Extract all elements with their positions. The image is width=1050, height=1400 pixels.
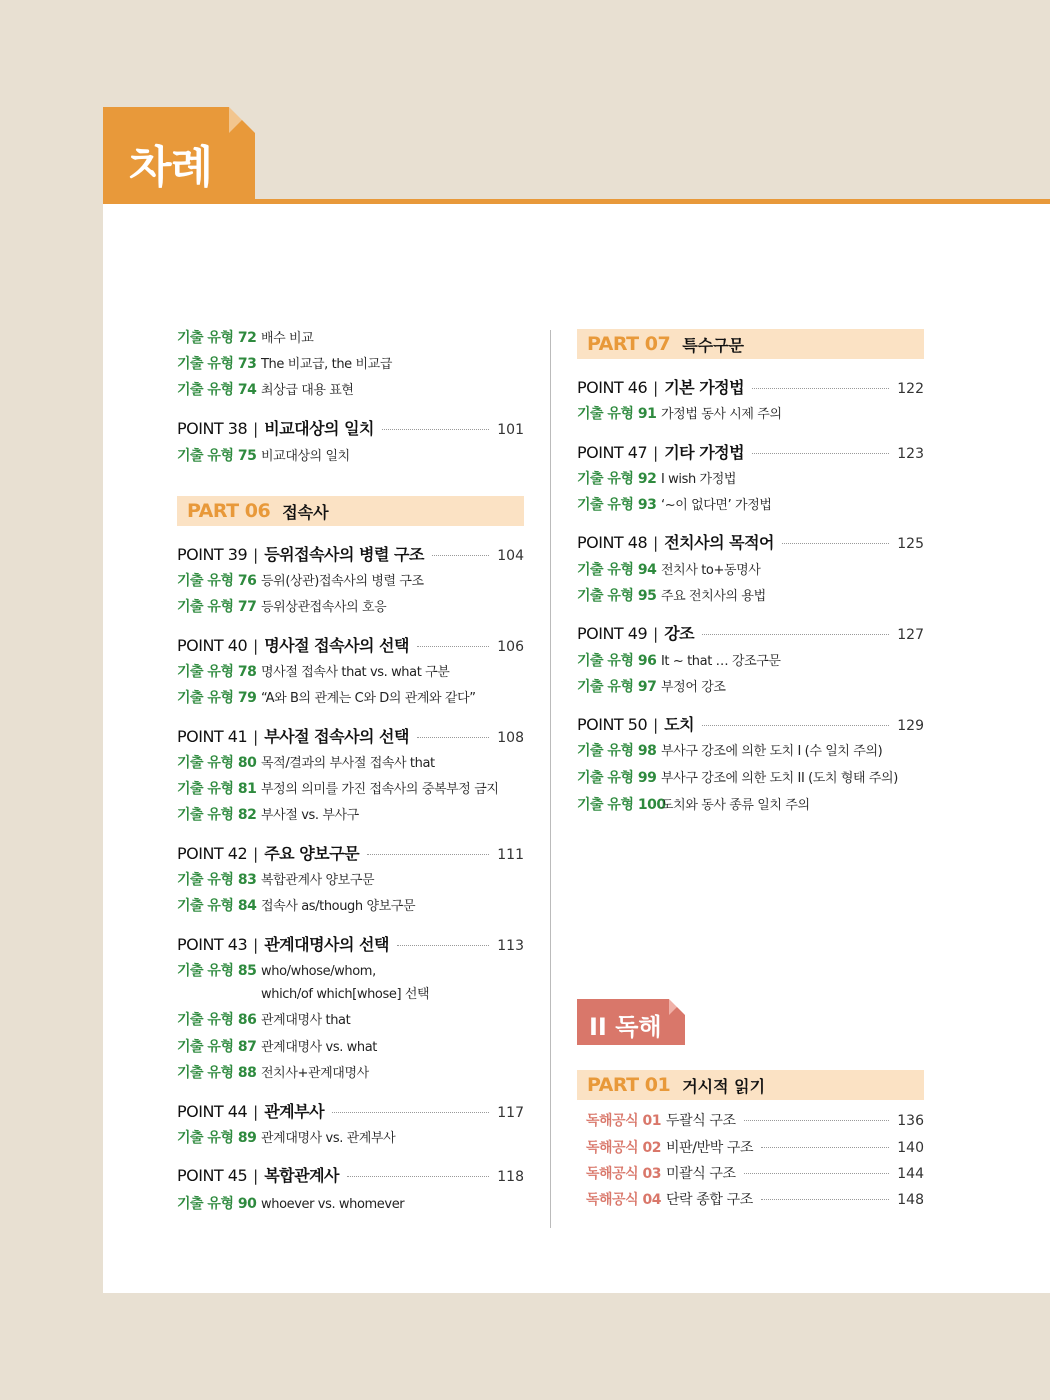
toc-item[interactable]: 기출 유형 98 부사구 강조에 의한 도치 I (수 일치 주의) — [577, 743, 883, 759]
toc-point[interactable]: POINT 39 | 등위접속사의 병렬 구조 104 — [177, 545, 524, 564]
toc-item[interactable]: 기출 유형 92 I wish 가정법 — [577, 471, 737, 487]
toc-item[interactable]: 기출 유형 86 관계대명사 that — [177, 1012, 351, 1028]
toc-item[interactable]: 기출 유형 72 배수 비교 — [177, 330, 314, 346]
toc-point[interactable]: POINT 47 | 기타 가정법 123 — [577, 443, 924, 462]
toc-point[interactable]: POINT 45 | 복합관계사 118 — [177, 1166, 524, 1185]
toc-item[interactable]: 기출 유형 81 부정의 의미를 가진 접속사의 중복부정 금지 — [177, 781, 499, 797]
toc-reading-item[interactable]: 독해공식 04 단락 종합 구조 148 — [586, 1192, 924, 1208]
toc-item[interactable]: 기출 유형 75 비교대상의 일치 — [177, 448, 350, 464]
toc-point[interactable]: POINT 38 | 비교대상의 일치 101 — [177, 419, 524, 438]
part-header: PART 07 특수구문 — [577, 329, 924, 359]
toc-point[interactable]: POINT 49 | 강조 127 — [577, 624, 924, 643]
toc-item[interactable]: 기출 유형 80 목적/결과의 부사절 접속사 that — [177, 755, 435, 771]
toc-point[interactable]: POINT 50 | 도치 129 — [577, 715, 924, 734]
part-header: PART 06 접속사 — [177, 496, 524, 526]
toc-item[interactable]: 기출 유형 100 도치와 동사 종류 일치 주의 — [577, 797, 810, 813]
toc-point[interactable]: POINT 43 | 관계대명사의 선택 113 — [177, 935, 524, 954]
toc-item[interactable]: 기출 유형 74 최상급 대용 표현 — [177, 382, 354, 398]
toc-point[interactable]: POINT 41 | 부사절 접속사의 선택 108 — [177, 727, 524, 746]
column-divider — [550, 330, 551, 1228]
toc-item[interactable]: 기출 유형 89 관계대명사 vs. 관계부사 — [177, 1130, 396, 1146]
toc-item[interactable]: 기출 유형 85 who/whose/whom, — [177, 963, 376, 979]
toc-item[interactable]: 기출 유형 96 It ~ that … 강조구문 — [577, 653, 781, 669]
toc-point[interactable]: POINT 40 | 명사절 접속사의 선택 106 — [177, 636, 524, 655]
toc-item[interactable]: 기출 유형 94 전치사 to+동명사 — [577, 562, 761, 578]
toc-item[interactable]: 기출 유형 76 등위(상관)접속사의 병렬 구조 — [177, 573, 424, 589]
toc-reading-item[interactable]: 독해공식 02 비판/반박 구조 140 — [586, 1140, 924, 1156]
toc-item[interactable]: 기출 유형 95 주요 전치사의 용법 — [577, 588, 766, 604]
toc-point[interactable]: POINT 46 | 기본 가정법 122 — [577, 378, 924, 397]
toc-item[interactable]: 기출 유형 78 명사절 접속사 that vs. what 구분 — [177, 664, 450, 680]
toc-item-continuation: which/of which[whose] 선택 — [261, 987, 430, 1002]
toc-item[interactable]: 기출 유형 82 부사절 vs. 부사구 — [177, 807, 359, 823]
toc-item[interactable]: 기출 유형 79 “A와 B의 관계는 C와 D의 관계와 같다” — [177, 690, 476, 706]
toc-point[interactable]: POINT 48 | 전치사의 목적어 125 — [577, 533, 924, 552]
title-tab — [103, 107, 255, 203]
toc-item[interactable]: 기출 유형 84 접속사 as/though 양보구문 — [177, 898, 416, 914]
toc-item[interactable]: 기출 유형 87 관계대명사 vs. what — [177, 1039, 377, 1055]
toc-item[interactable]: 기출 유형 83 복합관계사 양보구문 — [177, 872, 375, 888]
part-header: PART 01 거시적 읽기 — [577, 1070, 924, 1100]
section-tab-reading: II 독해 — [577, 999, 685, 1045]
toc-item[interactable]: 기출 유형 99 부사구 강조에 의한 도치 II (도치 형태 주의) — [577, 770, 898, 786]
toc-reading-item[interactable]: 독해공식 03 미괄식 구조 144 — [586, 1166, 924, 1182]
toc-item[interactable]: 기출 유형 93 ‘~이 없다면’ 가정법 — [577, 497, 772, 513]
toc-item[interactable]: 기출 유형 91 가정법 동사 시제 주의 — [577, 406, 782, 422]
toc-point[interactable]: POINT 42 | 주요 양보구문 111 — [177, 844, 524, 863]
toc-item[interactable]: 기출 유형 90 whoever vs. whomever — [177, 1196, 405, 1212]
toc-item[interactable]: 기출 유형 97 부정어 강조 — [577, 679, 726, 695]
toc-item[interactable]: 기출 유형 88 전치사+관계대명사 — [177, 1065, 369, 1081]
toc-item[interactable]: 기출 유형 77 등위상관접속사의 호응 — [177, 599, 387, 615]
page-title: 차례 — [129, 142, 213, 193]
toc-reading-item[interactable]: 독해공식 01 두괄식 구조 136 — [586, 1113, 924, 1129]
toc-item[interactable]: 기출 유형 73 The 비교급, the 비교급 — [177, 356, 392, 372]
toc-point[interactable]: POINT 44 | 관계부사 117 — [177, 1102, 524, 1121]
